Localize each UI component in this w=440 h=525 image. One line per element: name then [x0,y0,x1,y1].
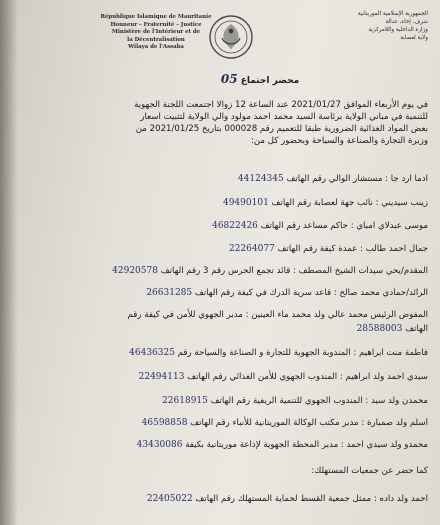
arabic-header-line: شرف، إخاء، عدالة [385,19,428,25]
attendee-role: عمدة كيفة رقم الهاتف [277,244,358,254]
attendee-phone: 42920578 [112,266,158,276]
attendee-line [8,372,428,383]
intro-line: للتنمية في مباني الولاية برئاسة السيد محمد احمد مولود والي الولاية لتثبيت اسعار [140,112,428,122]
attendee-phone: 46598858 [141,418,188,428]
attendee-line [8,244,428,255]
attendee-line [8,396,428,407]
arabic-header [316,10,428,42]
document-title-number: 05 [220,72,238,86]
attendee-role: حاكم مساعد رقم الهاتف [260,221,348,231]
attendee-line-continued [8,324,428,335]
attendee-role: قائد تجمع الحرس رقم 3 رقم الهاتف [160,266,291,276]
section-label: كما حضر عن جمعيات المستهلك: [311,466,428,476]
national-seal-icon [208,14,254,60]
arabic-header-line: ولاية لعصابة [400,35,428,41]
attendee-line [8,221,428,232]
attendee-line [8,310,428,321]
attendee-role: المندوب الجهوي للتنمية الريفية رقم الهاتف [210,396,363,406]
attendee-line [8,288,428,299]
attendee-phone: 22618915 [162,396,208,406]
french-header-line: Honneur – Fraternité – Justice [110,21,202,28]
attendee-role: نائب جهة لعصابة رقم الهاتف [271,198,373,208]
arabic-header-line: الجمهورية الإسلامية الموريتانية [357,11,428,17]
attendee-line [8,174,428,185]
arabic-header-line: وزارة الداخلية واللامركزية [368,27,428,33]
attendee-phone: 44124345 [237,174,284,184]
attendee-phone: 22405022 [146,494,193,504]
attendee-name: اسلم ولد صمبارة : [361,418,428,428]
attendee-phone: 28588003 [356,324,403,334]
attendee-name: المفوض الرئيس محمد عالي ولد محمد ماء العينين : [245,310,428,320]
attendee-name: موسى عبدلاي امباي : [350,221,428,231]
attendee-name: فاطمة منت ابراهيم : [353,348,428,358]
french-header-line: Wilaya de l'Assaba [128,44,184,51]
attendee-line [8,198,428,209]
attendee-phone: 43430086 [136,440,183,450]
attendee-role: قاعد سرية الدرك في كيفة رقم الهاتف [194,288,332,298]
attendee-phone: 26631285 [146,288,193,298]
attendee-phone: 22264077 [228,244,275,254]
attendee-name: احمد ولد داده : [373,494,428,504]
attendee-name: زينب سيديني : [375,198,428,208]
attendee-phone: 46436325 [129,348,175,358]
attendee-line [8,266,428,277]
document-title [200,72,320,86]
attendee-name: جمال احمد طالب : [360,244,428,254]
attendee-phone: 46822426 [212,221,258,231]
attendee-name: سيدي احمد ولد ابراهيم : [339,372,428,382]
document-title-text: محضر اجتماع [240,76,300,86]
attendee-role: ممثل جمعية القسط لحماية المستهلك رقم الهاتف [195,494,372,504]
consumer-rep-line [8,494,428,505]
intro-line: في يوم الأربعاء الموافق 2021/01/27 عند الساعة 12 زوالا اجتمعت اللجنة الجهوية [134,100,428,110]
intro-line: بعض المواد الغذائية الضرورية طبقا للتعميم رقم 000028 بتاريخ 2021/01/25 من [135,124,428,134]
attendee-name: المقدم/يحي سيدات الشيخ المصطف : [293,266,428,276]
attendee-name: محمدو ولد سيدي احمد : [340,440,428,450]
attendee-name: محمدن ولد سيد : [365,396,428,406]
french-header [96,14,216,52]
attendee-role: المندوب الجهوي للأمن الغذائي رقم الهاتف [187,372,338,382]
attendee-role: مدير الجهوي للأمن في كيفة رقم [127,310,243,320]
attendee-name: الرائد/حمادي محمد صالح : [333,288,428,298]
attendee-phone: 49490101 [222,198,269,208]
attendee-role: المندوبة الجهوية للتجارة و الصناعة والسياحة رقم [177,348,351,358]
attendee-role: مدير المحطة الجهوية لإذاعة موريتانية بكيفة [185,440,339,450]
intro-line: وزيرة التجارة والصناعة والسياحة وبحضور كل من: [250,136,428,146]
attendee-role: مستشار الوالي رقم الهاتف [286,174,383,184]
attendee-line [8,440,428,451]
attendee-line [8,418,428,429]
french-header-line: Ministère de l'Intérieur et de [111,29,201,36]
attendee-name: ادما ارد جا : [385,174,428,184]
attendee-line [8,348,428,359]
attendee-phone: 22494113 [138,372,185,382]
french-header-line: la Décentralisation [127,36,185,43]
attendee-role: مدير مكتب الوكالة الموريتانية للأنباء رقم الهاتف [190,418,359,428]
attendee-role: الهاتف [405,324,428,334]
french-header-line: République Islamique de Mauritanie [100,14,212,20]
